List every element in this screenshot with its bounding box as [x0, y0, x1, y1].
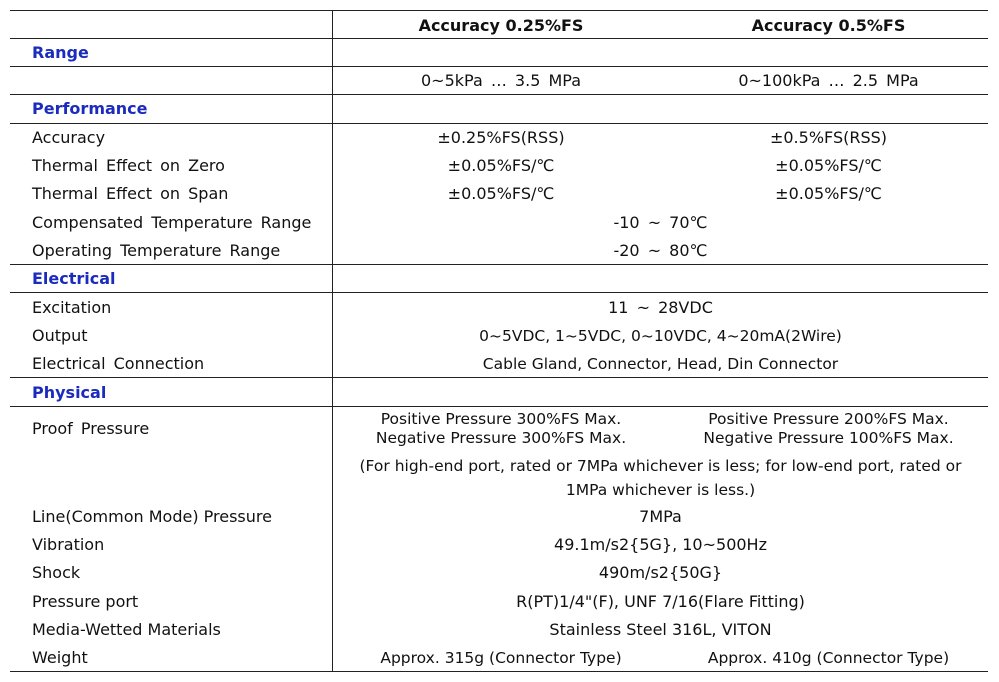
row-label-pressure-port: Pressure port [32, 592, 139, 611]
rule-range [10, 94, 988, 95]
rule-range-title [10, 66, 988, 67]
row-label-electrical-connection: Electrical Connection [32, 354, 205, 373]
excitation-value: 11 ~ 28VDC [608, 298, 713, 317]
weight-col2: Approx. 410g (Connector Type) [707, 649, 950, 667]
media-wetted-value: Stainless Steel 316L, VITON [549, 620, 772, 639]
rule-electrical [10, 377, 988, 378]
spec-table [10, 10, 988, 672]
proof-pressure-note-line2: 1MPa whichever is less.) [565, 481, 756, 499]
proof-pressure-col2-positive: Positive Pressure 200%FS Max. [708, 410, 949, 428]
row-label-compensated-temp: Compensated Temperature Range [32, 213, 312, 232]
row-label-excitation: Excitation [32, 298, 112, 317]
section-title-physical: Physical [32, 383, 107, 402]
header-col2: Accuracy 0.5%FS [751, 16, 906, 35]
thermal-span-col1: ±0.05%FS/℃ [447, 184, 555, 203]
row-label-accuracy: Accuracy [32, 128, 106, 147]
section-title-electrical: Electrical [32, 269, 116, 288]
rule-header [10, 38, 988, 39]
rule-performance [10, 264, 988, 265]
shock-value: 490m/s2{50G} [598, 563, 723, 582]
range-col1: 0~5kPa … 3.5 MPa [420, 71, 581, 90]
thermal-zero-col1: ±0.05%FS/℃ [447, 156, 555, 175]
rule-performance-title [10, 123, 988, 124]
row-label-operating-temp: Operating Temperature Range [32, 241, 281, 260]
row-label-vibration: Vibration [32, 535, 105, 554]
proof-pressure-note-line1: (For high-end port, rated or 7MPa whichever is less; for low-end port, rated or [359, 457, 962, 475]
row-label-shock: Shock [32, 563, 81, 582]
rule-bottom [10, 671, 988, 672]
line-pressure-value: 7MPa [639, 507, 682, 526]
rule-top [10, 10, 988, 11]
row-label-thermal-span: Thermal Effect on Span [32, 184, 229, 203]
operating-temp-value: -20 ~ 80℃ [613, 241, 708, 260]
rule-physical-title [10, 406, 988, 407]
rule-electrical-title [10, 292, 988, 293]
thermal-span-col2: ±0.05%FS/℃ [775, 184, 882, 203]
range-col2: 0~100kPa … 2.5 MPa [738, 71, 919, 90]
row-label-line-pressure: Line(Common Mode) Pressure [32, 507, 272, 526]
proof-pressure-col1-negative: Negative Pressure 300%FS Max. [375, 429, 627, 447]
weight-col1: Approx. 315g (Connector Type) [380, 649, 622, 667]
output-value: 0~5VDC, 1~5VDC, 0~10VDC, 4~20mA(2Wire) [479, 327, 842, 345]
row-label-media-wetted: Media-Wetted Materials [32, 620, 221, 639]
compensated-temp-value: -10 ~ 70℃ [613, 213, 708, 232]
row-label-weight: Weight [32, 648, 88, 667]
electrical-connection-value: Cable Gland, Connector, Head, Din Connector [482, 355, 839, 373]
vibration-value: 49.1m/s2{5G}, 10~500Hz [554, 535, 767, 554]
accuracy-col1: ±0.25%FS(RSS) [437, 128, 565, 147]
row-label-proof-pressure: Proof Pressure [32, 419, 150, 438]
section-title-range: Range [32, 43, 89, 62]
proof-pressure-col2-negative: Negative Pressure 100%FS Max. [703, 429, 954, 447]
proof-pressure-col1-positive: Positive Pressure 300%FS Max. [380, 410, 622, 428]
header-col1: Accuracy 0.25%FS [418, 16, 584, 35]
pressure-port-value: R(PT)1/4"(F), UNF 7/16(Flare Fitting) [516, 592, 805, 611]
row-label-output: Output [32, 326, 88, 345]
row-label-thermal-zero: Thermal Effect on Zero [32, 156, 225, 175]
section-title-performance: Performance [32, 99, 148, 118]
thermal-zero-col2: ±0.05%FS/℃ [775, 156, 882, 175]
accuracy-col2: ±0.5%FS(RSS) [769, 128, 888, 147]
